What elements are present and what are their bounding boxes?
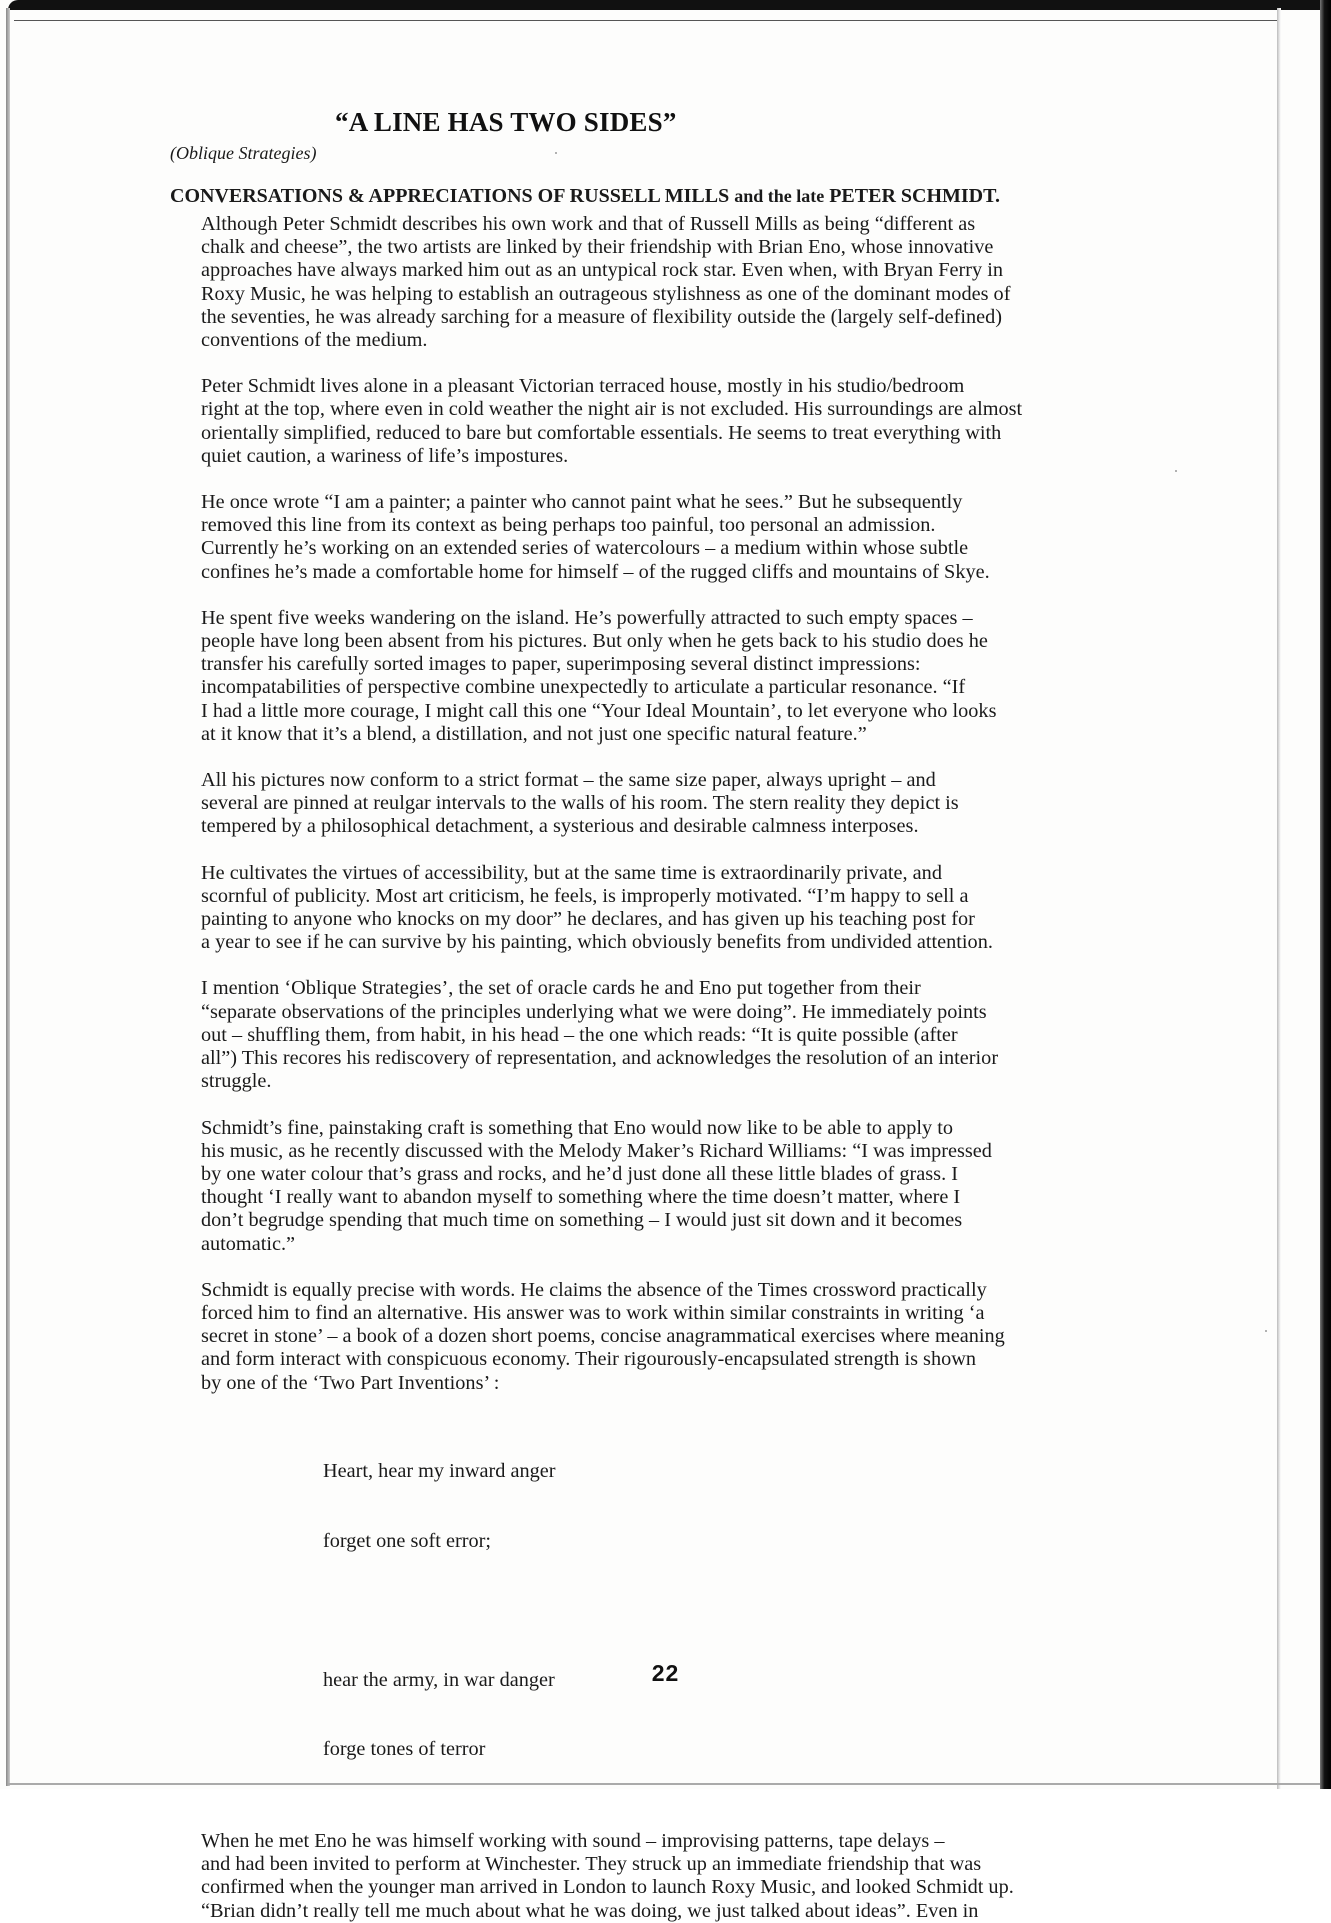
text-line: don’t begrudge spending that much time on something – I would just sit down and it becomes — [201, 1209, 963, 1232]
text-line: confines he’s made a comfortable home for himself – of the rugged cliffs and mountains of Skye. — [201, 560, 990, 583]
page-left-border — [6, 8, 10, 1786]
poem-line: forge tones of terror — [323, 1738, 486, 1761]
text-line: out – shuffling them, from habit, in his head – the one which reads: “It is quite possible (after — [201, 1023, 958, 1046]
text-line: Although Peter Schmidt describes his own work and that of Russell Mills as being “different as — [201, 213, 976, 235]
text-line: and had been invited to perform at Winchester. They struck up an immediate friendship that was — [201, 1853, 982, 1876]
paragraph-2 — [165, 375, 1225, 468]
heading-part-1: CONVERSATIONS & APPRECIATIONS OF RUSSELL MILLS — [170, 185, 730, 207]
text-line: All his pictures now conform to a strict format – the same size paper, always upright – and — [201, 769, 936, 792]
page-number: 22 — [651, 1660, 680, 1686]
text-line: forced him to find an alternative. His answer was to work within similar constraints in writing ‘a — [201, 1301, 985, 1324]
poem-block — [323, 1414, 1225, 1808]
poem-stanza-1 — [323, 1414, 1225, 1600]
text-line: by one water colour that’s grass and rocks, and he’d just done all these little blades of grass. I — [201, 1162, 958, 1185]
text-line: Schmidt’s fine, painstaking craft is something that Eno would now like to be able to apply to — [201, 1116, 953, 1139]
text-line: I had a little more courage, I might call this one “Your Ideal Mountain’, to let everyone who looks — [201, 699, 997, 722]
poem-stanza-2 — [323, 1622, 1225, 1808]
poem-line: Heart, hear my inward anger — [323, 1460, 556, 1483]
text-line: at it know that it’s a blend, a distillation, and not just one specific natural feature.” — [201, 722, 867, 745]
text-line: secret in stone’ – a book of a dozen short poems, concise anagrammatical exercises where meaning — [201, 1325, 1005, 1348]
text-line: thought ‘I really want to abandon myself to something where the time doesn’t matter, where I — [201, 1186, 961, 1209]
paragraph-1 — [165, 213, 1225, 352]
text-line: transfer his carefully sorted images to paper, superimposing several distinct impressions: — [201, 653, 921, 676]
text-line: approaches have always marked him out as an untypical rock star. Even when, with Bryan Ferry in — [201, 259, 1004, 282]
text-line: conventions of the medium. — [201, 329, 428, 352]
article-title: “A LINE HAS TWO SIDES” — [335, 107, 677, 137]
article-heading — [170, 183, 1225, 209]
scan-top-edge — [8, 0, 1331, 10]
text-line: incompatabilities of perspective combine unexpectedly to articulate a particular resonance. “If — [201, 676, 966, 699]
text-line: I mention ‘Oblique Strategies’, the set of oracle cards he and Eno put together from their — [201, 977, 921, 1000]
text-line: the seventies, he was already sarching for a measure of flexibility outside the (largely self-defined) — [201, 305, 1003, 328]
text-line: “Brian didn’t really tell me much about what he was doing, we just talked about ideas”. Even in — [201, 1899, 979, 1922]
text-line: Roxy Music, he was helping to establish an outrageous stylishness as one of the dominant modes of — [201, 282, 1011, 305]
text-line: right at the top, where even in cold weather the night air is not excluded. His surroundings are almost — [201, 398, 1023, 421]
paragraph-3 — [165, 491, 1225, 584]
scan-speck — [1265, 1330, 1267, 1332]
heading-part-2: and the late — [734, 186, 825, 206]
text-line: “separate observations of the principles underlying what we were doing”. He immediately points — [201, 1000, 987, 1023]
paragraph-8 — [165, 1117, 1225, 1256]
text-line: chalk and cheese”, the two artists are linked by their friendship with Brian Eno, whose innovative — [201, 236, 994, 259]
text-line: He once wrote “I am a painter; a painter who cannot paint what he sees.” But he subsequently — [201, 491, 963, 514]
text-line: a year to see if he can survive by his painting, which obviously benefits from undivided attention. — [201, 931, 993, 954]
page-spine-shadow — [1277, 8, 1281, 1789]
paragraph-5 — [165, 769, 1225, 839]
text-line: automatic.” — [201, 1232, 296, 1255]
text-line: removed this line from its context as being perhaps too painful, too personal an admission. — [201, 514, 936, 537]
text-line: people have long been absent from his pictures. But only when he gets back to his studio does he — [201, 630, 988, 653]
closing-paragraph — [165, 1830, 1225, 1923]
heading-part-3: PETER SCHMIDT. — [829, 185, 1000, 207]
text-line: He cultivates the virtues of accessibility, but at the same time is extraordinarily private, and — [201, 861, 942, 884]
article — [165, 105, 1225, 1923]
text-line: several are pinned at reulgar intervals to the walls of his room. The stern reality they depict is — [201, 792, 959, 815]
text-line: confirmed when the younger man arrived in London to launch Roxy Music, and looked Schmidt up. — [201, 1876, 1014, 1899]
paragraph-6 — [165, 862, 1225, 955]
text-line: scornful of publicity. Most art criticism, he feels, is improperly motivated. “I’m happy to sell a — [201, 884, 969, 907]
text-line: painting to anyone who knocks on my door” he declares, and has given up his teaching post for — [201, 908, 975, 931]
text-line: his music, as he recently discussed with the Melody Maker’s Richard Williams: “I was impressed — [201, 1139, 992, 1162]
text-line: all”) This recores his rediscovery of representation, and acknowledges the resolution of an interior — [201, 1047, 999, 1070]
page-top-border — [14, 20, 1280, 21]
text-line: He spent five weeks wandering on the island. He’s powerfully attracted to such empty spaces – — [201, 606, 973, 629]
text-line: by one of the ‘Two Part Inventions’ : — [201, 1371, 500, 1394]
text-line: quiet caution, a wariness of life’s impostures. — [201, 444, 569, 467]
text-line: Peter Schmidt lives alone in a pleasant Victorian terraced house, mostly in his studio/bedroom — [201, 375, 965, 398]
text-line: tempered by a philosophical detachment, a systerious and desirable calmness interposes. — [201, 815, 919, 838]
article-subtitle: (Oblique Strategies) — [170, 143, 317, 163]
scan-right-edge — [1320, 0, 1331, 1789]
poem-line: forget one soft error; — [323, 1529, 492, 1552]
text-line: orientally simplified, reduced to bare but comfortable essentials. He seems to treat everything with — [201, 421, 1002, 444]
text-line: When he met Eno he was himself working with sound – improvising patterns, tape delays – — [201, 1829, 945, 1852]
text-line: struggle. — [201, 1070, 272, 1093]
paragraph-7 — [165, 977, 1225, 1093]
text-line: Schmidt is equally precise with words. He claims the absence of the Times crossword practically — [201, 1278, 987, 1301]
text-line: and form interact with conspicuous economy. Their rigourously-encapsulated strength is shown — [201, 1348, 977, 1371]
text-line: Currently he’s working on an extended series of watercolours – a medium within whose subtle — [201, 537, 969, 560]
paragraph-4 — [165, 607, 1225, 746]
poem-line: hear the army, in war danger — [323, 1668, 555, 1691]
paragraph-9 — [165, 1279, 1225, 1395]
